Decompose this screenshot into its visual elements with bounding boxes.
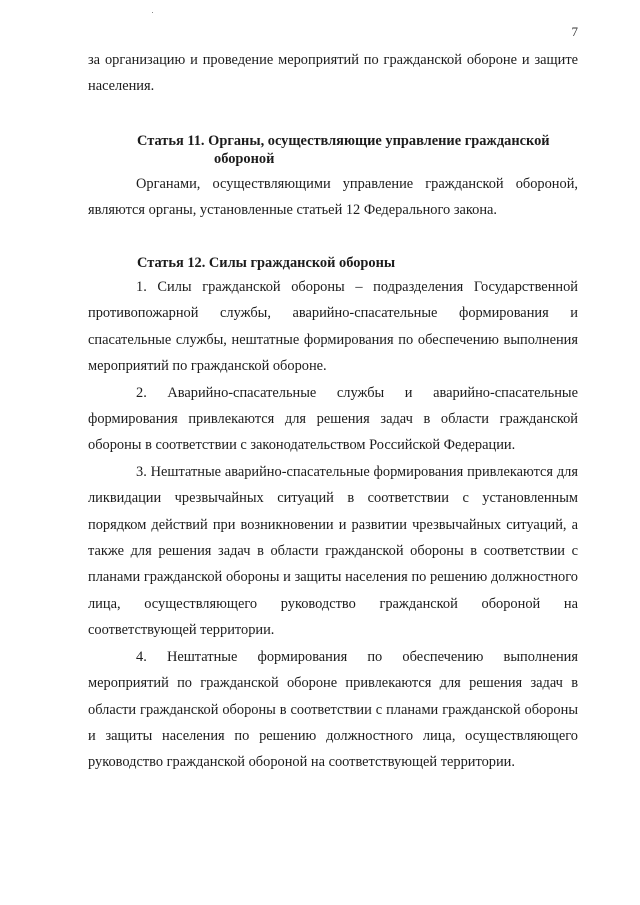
continuation-block (88, 47, 578, 100)
article-11-paragraph: Органами, осуществляющими управление гражданской обороной, являются органы, установленные статьей 12 Федерального закона. (88, 176, 578, 219)
article-12-paragraph-3: 3. Нештатные аварийно-спасательные формирования привлекаются для ликвидации чрезвычайных ситуаций в соответствии с установленным порядком действий при возникновении и развитии чрезвычайных ситуаций, а также для решения задач в области гражданской обороны в соответствии с планами гражданской обороны и защиты населения по решению должностного лица, осуществляющего руководство гражданской обороной на соответствующей территории. (88, 463, 578, 639)
article-12-paragraph-1: 1. Силы гражданской обороны – подразделения Государственной противопожарной службы, аварийно-спасательные формирования и спасательные службы, нештатные формирования по обеспечению выполнения мероприятий по гражданской обороне. (88, 279, 578, 375)
page-number: 7 (571, 24, 578, 39)
article-12-heading (137, 254, 577, 272)
article-11-title-line2: обороной (214, 151, 275, 167)
article-11-body (88, 171, 578, 224)
article-12-paragraph-2: 2. Аварийно-спасательные службы и аварийно-спасательные формирования привлекаются для решения задач в области гражданской обороны в соответствии с законодательством Российской Федерации. (88, 384, 578, 454)
article-11-heading (137, 132, 577, 168)
article-12-title: Статья 12. Силы гражданской обороны (137, 255, 396, 271)
scan-speck (152, 12, 153, 13)
continuation-paragraph: за организацию и проведение мероприятий по гражданской обороне и защите населения. (88, 52, 578, 95)
article-12-body (88, 274, 578, 776)
article-11-title-line1: Статья 11. Органы, осуществляющие управление гражданской (137, 133, 550, 149)
article-12-paragraph-4: 4. Нештатные формирования по обеспечению выполнения мероприятий по гражданской обороне привлекаются для решения задач в области гражданской обороны в соответствии с планами гражданской обороны и защиты населения по решению должностного лица, осуществляющего руководство гражданской обороной на соответствующей территории. (88, 648, 578, 771)
